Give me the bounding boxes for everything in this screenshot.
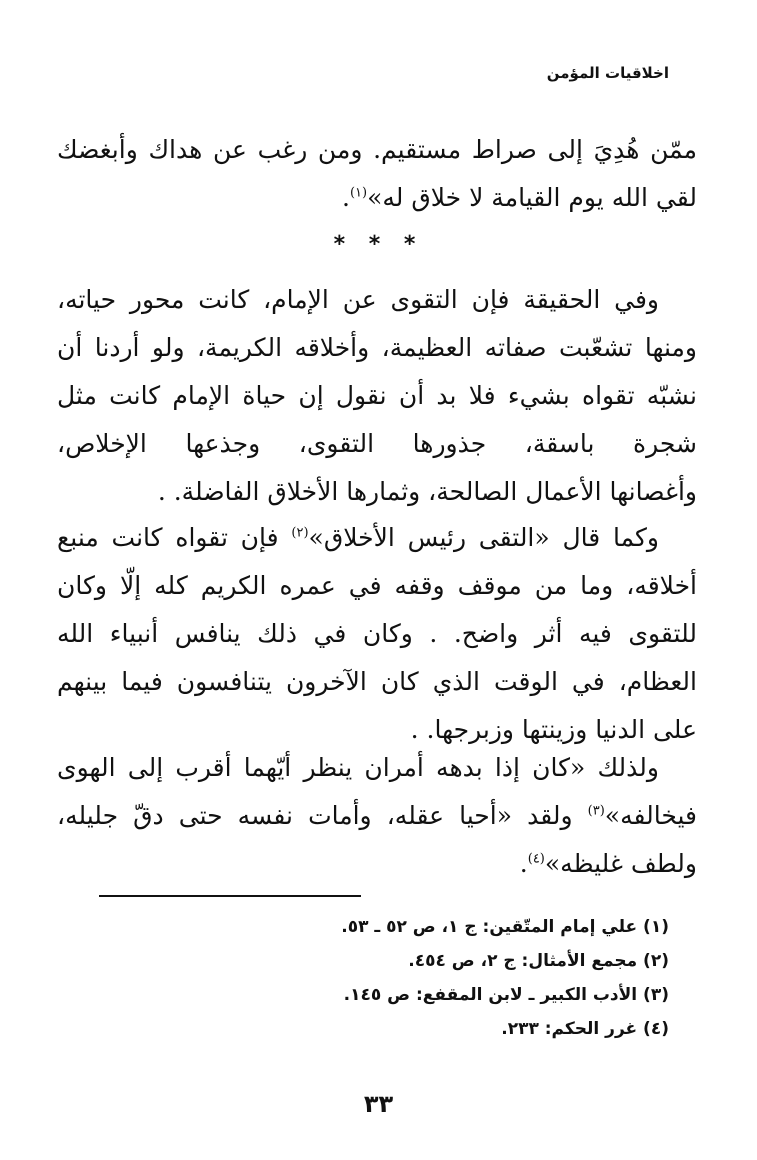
text-line: ممّن هُدِيَ إلى صراط مستقيم. ومن رغب عن هداك وأبغضك — [57, 135, 697, 164]
text-line — [57, 174, 697, 222]
text-line: ولذلك «كان إذا بدهه أمران ينظر أيّهما أقرب إلى الهوى — [57, 753, 659, 782]
footnote-item: (٤) غرر الحكم: ٢٣٣. — [501, 1019, 669, 1039]
running-header: اخلاقيات المؤمن — [546, 64, 669, 82]
text-line: وفي الحقيقة فإن التقوى عن الإمام، كانت محور حياته، — [57, 285, 659, 314]
text-run: فيخالفه» — [604, 801, 697, 830]
text-line: للتقوى فيه أثر واضح. . وكان في ذلك ينافس أنبياء الله — [57, 619, 697, 648]
footnote-item: (٢) مجمع الأمثال: ج ٢، ص ٤٥٤. — [408, 951, 669, 971]
text-line — [57, 840, 697, 888]
text-run: ولطف غليظه» — [544, 849, 697, 878]
text-run: لقي الله يوم القيامة لا خلاق له» — [367, 183, 697, 212]
text-run: فإن تقواه كانت منبع — [57, 523, 292, 552]
text-run: . — [519, 849, 528, 878]
page-number: ٣٣ — [363, 1090, 394, 1118]
paragraph-desire — [57, 744, 697, 888]
footnote-item: (١) علي إمام المتّقين: ج ١، ص ٥٢ ـ ٥٣. — [341, 917, 669, 937]
footnote-rule — [99, 895, 361, 897]
text-run: ولقد «أحيا عقله، وأمات نفسه حتى دقّ جليله، — [57, 801, 588, 830]
text-run: . — [342, 183, 350, 212]
text-run: وكما قال «التقى رئيس الأخلاق» — [308, 523, 659, 552]
footnote-ref: (٣) — [587, 803, 605, 819]
footnotes — [89, 910, 669, 1046]
paragraph-ethics — [57, 514, 697, 754]
text-line: نشبّه تقواه بشيء فلا بد أن نقول إن حياة الإمام كانت مثل — [57, 381, 697, 410]
footnote-ref: (٤) — [527, 851, 545, 867]
paragraph-piety — [57, 276, 697, 516]
text-line: وأغصانها الأعمال الصالحة، وثمارها الأخلاق الفاضلة. . — [157, 477, 697, 506]
text-line — [57, 514, 697, 562]
paragraph-continuation — [57, 126, 697, 222]
text-line: ومنها تشعّبت صفاته العظيمة، وأخلاقه الكريمة، ولو أردنا أن — [57, 333, 697, 362]
text-line: شجرة باسقة، جذورها التقوى، وجذعها الإخلاص، — [57, 429, 697, 458]
footnote-ref: (١) — [349, 185, 368, 201]
section-separator: * * * — [333, 232, 424, 257]
text-line — [57, 792, 697, 840]
text-line: أخلاقه، وما من موقف وقفه في عمره الكريم كله إلّا وكان — [57, 571, 697, 600]
footnote-item: (٣) الأدب الكبير ـ لابن المقفع: ص ١٤٥. — [343, 985, 669, 1005]
text-line: على الدنيا وزينتها وزبرجها. . — [410, 715, 697, 744]
text-line: العظام، في الوقت الذي كان الآخرون يتنافسون فيما بينهم — [57, 667, 697, 696]
footnote-ref: (٢) — [291, 525, 309, 541]
